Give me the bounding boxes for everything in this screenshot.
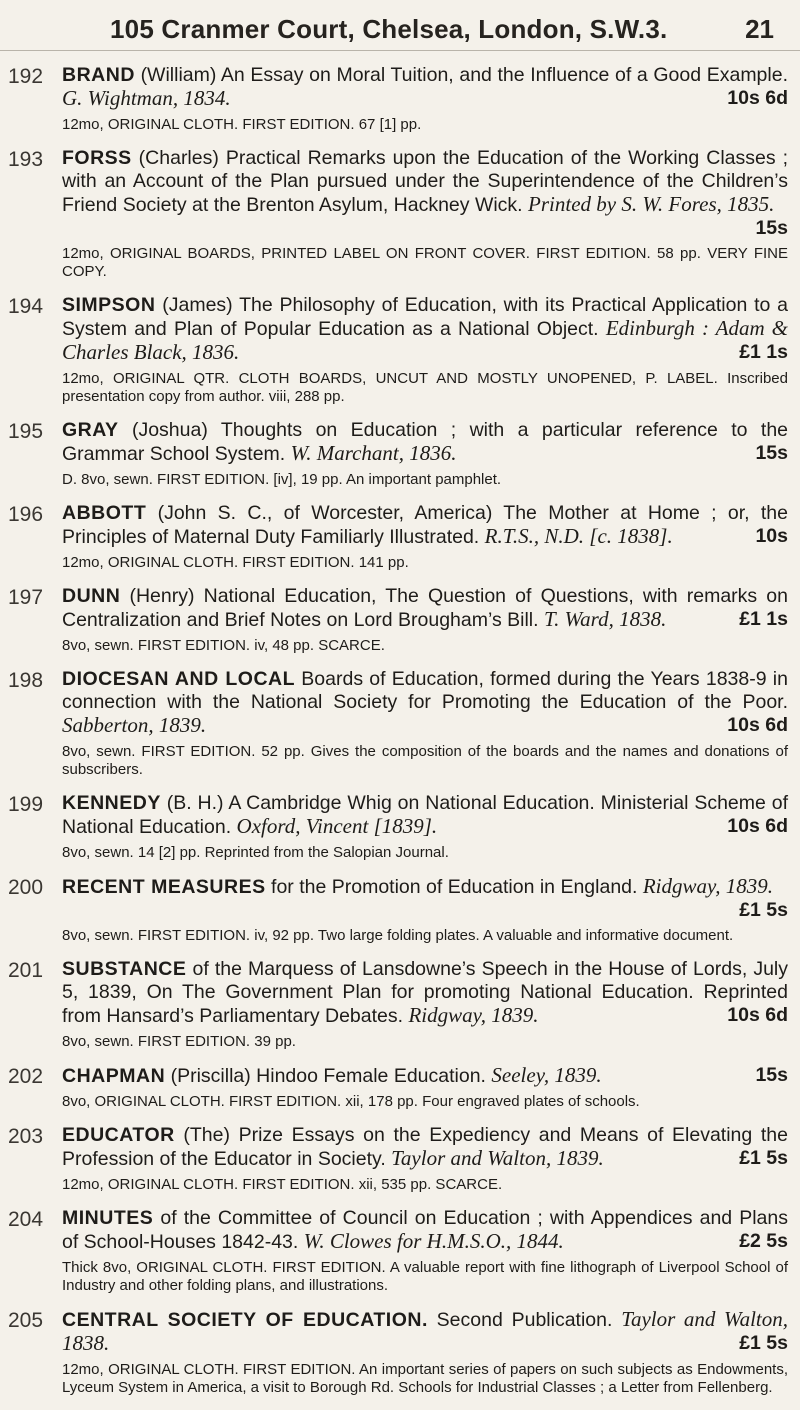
entry-author: CENTRAL SOCIETY OF EDUCATION. xyxy=(62,1309,428,1331)
catalogue-entry xyxy=(0,792,800,862)
entry-title-line xyxy=(62,64,788,111)
entry-title-line xyxy=(62,1207,788,1254)
entry-number: 205 xyxy=(8,1309,44,1332)
entry-title-line xyxy=(62,1064,788,1088)
entry-number: 193 xyxy=(8,148,44,171)
entry-description: 12mo, ORIGINAL CLOTH. FIRST EDITION. 67 [1] pp. xyxy=(62,116,422,133)
entry-publisher: T. Ward, 1838. xyxy=(543,607,667,631)
entry-author: DUNN xyxy=(62,585,121,607)
entry-price: £1 5s xyxy=(739,1147,788,1169)
entry-description: 8vo, sewn. 14 [2] pp. Reprinted from the Salopian Journal. xyxy=(62,844,449,861)
entry-publisher: Ridgway, 1839. xyxy=(642,874,773,898)
entry-title-line xyxy=(62,502,788,549)
catalogue-entry xyxy=(0,585,800,655)
entry-description: 8vo, sewn. FIRST EDITION. iv, 48 pp. SCARCE. xyxy=(62,637,385,654)
entry-number: 194 xyxy=(8,295,44,318)
entry-title-line xyxy=(62,1124,788,1171)
entry-price: 10s 6d xyxy=(727,1004,788,1026)
catalogue-entry xyxy=(0,502,800,572)
entry-publisher: W. Clowes for H.M.S.O., 1844. xyxy=(303,1229,564,1253)
entry-price: £1 1s xyxy=(739,341,788,363)
entry-description: 12mo, ORIGINAL BOARDS, PRINTED LABEL ON FRONT COVER. FIRST EDITION. 58 pp. VERY FINE COPY. xyxy=(62,245,788,280)
entry-publisher: Taylor and Walton, 1838. xyxy=(62,1307,788,1355)
entry-number: 200 xyxy=(8,876,44,899)
entry-number: 198 xyxy=(8,669,44,692)
catalogue-entry xyxy=(0,1064,800,1111)
catalogue-entry xyxy=(0,1207,800,1295)
entry-body xyxy=(62,1308,788,1397)
entry-body xyxy=(62,875,788,945)
entry-title-line xyxy=(62,585,788,632)
entry-author: FORSS xyxy=(62,147,132,169)
entry-title-line xyxy=(62,668,788,738)
catalogue-entry xyxy=(0,64,800,134)
catalogue-entry xyxy=(0,419,800,489)
entry-title: (John S. C., of Worcester, America) The Mother at Home ; or, the Principles of Maternal Duty Familiarly Illustrated. xyxy=(62,502,788,548)
entry-price: 15s xyxy=(755,442,788,464)
entry-number: 201 xyxy=(8,959,44,982)
entry-author: BRAND xyxy=(62,64,135,86)
entry-body xyxy=(62,64,788,134)
entry-title: (The) Prize Essays on the Expediency and Means of Elevating the Profession of the Educator in Society. xyxy=(62,1124,788,1170)
entry-publisher: Seeley, 1839. xyxy=(491,1063,602,1087)
entry-title: Second Publication. xyxy=(436,1309,613,1331)
entry-publisher: Sabberton, 1839. xyxy=(62,713,207,737)
entry-title: (Joshua) Thoughts on Education ; with a particular reference to the Grammar School System. xyxy=(62,419,789,465)
entry-number: 202 xyxy=(8,1065,44,1088)
entry-body xyxy=(62,668,788,779)
entry-publisher: Edinburgh : Adam & Charles Black, 1836. xyxy=(62,316,789,364)
catalogue-entry xyxy=(0,668,800,779)
entry-title-line xyxy=(62,1308,788,1356)
entry-description: Thick 8vo, ORIGINAL CLOTH. FIRST EDITION. A valuable report with fine lithograph of Liverpool School of Industry and other folding plans, and illustrations. xyxy=(62,1259,788,1294)
catalogue-entry xyxy=(0,1124,800,1194)
page-header xyxy=(0,0,800,58)
entry-price: 10s xyxy=(755,525,788,547)
entry-title: (Charles) Practical Remarks upon the Education of the Working Classes ; with an Account of the Plan pursued under the Superintendence of the Children’s Friend Society at the Brenton Asylum, Hackney Wick. xyxy=(62,147,788,216)
entry-publisher: Ridgway, 1839. xyxy=(408,1003,539,1027)
entry-author: EDUCATOR xyxy=(62,1124,175,1146)
header-divider xyxy=(0,50,800,51)
entry-title-line xyxy=(62,147,788,240)
entry-title: Boards of Education, formed during the Years 1838-9 in connection with the National Society for Promoting the Education of the Poor. xyxy=(62,668,788,713)
entry-number: 192 xyxy=(8,65,44,88)
entry-body xyxy=(62,958,788,1051)
entry-description: 12mo, ORIGINAL CLOTH. FIRST EDITION. 141 pp. xyxy=(62,554,409,571)
entry-price: 10s 6d xyxy=(727,87,788,109)
page-number: 21 xyxy=(745,14,774,44)
entry-author: CHAPMAN xyxy=(62,1065,166,1087)
entry-body xyxy=(62,419,788,489)
entry-price: £1 5s xyxy=(739,1332,788,1354)
entry-description: 8vo, sewn. FIRST EDITION. 39 pp. xyxy=(62,1033,296,1050)
entry-publisher: G. Wightman, 1834. xyxy=(62,86,231,110)
entry-author: KENNEDY xyxy=(62,792,161,814)
entry-body xyxy=(62,502,788,572)
entry-title: of the Marquess of Lansdowne’s Speech in the House of Lords, July 5, 1839, On The Government Plan for promoting National Education. Reprinted from Hansard’s Parliamentary Debates. xyxy=(62,958,788,1027)
entry-title-line xyxy=(62,792,788,839)
entry-title: (B. H.) A Cambridge Whig on National Education. Ministerial Scheme of National Education. xyxy=(62,792,788,838)
entry-number: 195 xyxy=(8,420,44,443)
catalogue-entry xyxy=(0,875,800,945)
entry-body xyxy=(62,147,788,281)
entry-number: 204 xyxy=(8,1208,44,1231)
entry-title: (James) The Philosophy of Education, with its Practical Application to a System and Plan of Popular Education as a National Object. xyxy=(62,294,788,340)
entry-body xyxy=(62,585,788,655)
entry-price: £1 5s xyxy=(739,899,788,921)
entry-author: ABBOTT xyxy=(62,502,147,524)
entry-publisher: Oxford, Vincent [1839]. xyxy=(236,814,438,838)
entry-price: 15s xyxy=(755,217,788,239)
entry-author: MINUTES xyxy=(62,1207,154,1229)
entry-description: 12mo, ORIGINAL QTR. CLOTH BOARDS, UNCUT AND MOSTLY UNOPENED, P. LABEL. Inscribed presentation copy from author. viii, 288 pp. xyxy=(62,370,788,405)
entry-description: 8vo, sewn. FIRST EDITION. iv, 92 pp. Two large folding plates. A valuable and informative document. xyxy=(62,927,734,944)
entry-description: 8vo, sewn. FIRST EDITION. 52 pp. Gives the composition of the boards and the names and donations of subscribers. xyxy=(62,743,788,778)
catalogue-entry xyxy=(0,147,800,281)
entry-description: 8vo, ORIGINAL CLOTH. FIRST EDITION. xii, 178 pp. Four engraved plates of schools. xyxy=(62,1093,640,1110)
entry-publisher: Taylor and Walton, 1839. xyxy=(391,1146,604,1170)
entry-price: 10s 6d xyxy=(727,714,788,736)
entry-author: SIMPSON xyxy=(62,294,156,316)
entry-author: SUBSTANCE xyxy=(62,958,187,980)
entry-body xyxy=(62,1207,788,1295)
entry-author: RECENT MEASURES xyxy=(62,876,266,898)
entry-publisher: Printed by S. W. Fores, 1835. xyxy=(528,192,775,216)
entry-price: £2 5s xyxy=(739,1230,788,1252)
entry-title: of the Committee of Council on Education ; with Appendices and Plans of School-Houses 1842-43. xyxy=(62,1207,789,1253)
entry-price: 15s xyxy=(755,1064,788,1086)
entry-title-line xyxy=(62,958,788,1028)
catalogue-entry xyxy=(0,294,800,406)
catalogue-entries xyxy=(0,64,800,1410)
entry-body xyxy=(62,1064,788,1111)
entry-title-line xyxy=(62,875,788,922)
entry-description: 12mo, ORIGINAL CLOTH. FIRST EDITION. xii, 535 pp. SCARCE. xyxy=(62,1176,503,1193)
entry-price: £1 1s xyxy=(739,608,788,630)
entry-description: D. 8vo, sewn. FIRST EDITION. [iv], 19 pp. An important pamphlet. xyxy=(62,471,502,488)
entry-number: 196 xyxy=(8,503,44,526)
entry-body xyxy=(62,792,788,862)
catalogue-entry xyxy=(0,958,800,1051)
entry-title: (William) An Essay on Moral Tuition, and the Influence of a Good Example. xyxy=(140,64,789,86)
entry-title: (Henry) National Education, The Question of Questions, with remarks on Centralization and Brief Notes on Lord Brougham’s Bill. xyxy=(62,585,788,631)
entry-body xyxy=(62,1124,788,1194)
page-title: 105 Cranmer Court, Chelsea, London, S.W.3. xyxy=(110,14,668,44)
entry-author: DIOCESAN AND LOCAL xyxy=(62,668,296,690)
entry-title: (Priscilla) Hindoo Female Education. xyxy=(170,1065,486,1087)
entry-number: 199 xyxy=(8,793,44,816)
entry-number: 197 xyxy=(8,586,44,609)
entry-body xyxy=(62,294,788,406)
entry-title: for the Promotion of Education in England. xyxy=(271,876,638,898)
catalogue-entry xyxy=(0,1308,800,1397)
entry-description: 12mo, ORIGINAL CLOTH. FIRST EDITION. An important series of papers on such subjects as Endowments, Lyceum System in America, a visit to Borough Rd. Schools for Industrial Classes ; a Letter from Fellenberg. xyxy=(62,1361,788,1396)
entry-publisher: W. Marchant, 1836. xyxy=(290,441,457,465)
entry-title-line xyxy=(62,419,788,466)
entry-title-line xyxy=(62,294,788,365)
entry-author: GRAY xyxy=(62,419,119,441)
entry-publisher: R.T.S., N.D. [c. 1838]. xyxy=(484,524,673,548)
entry-price: 10s 6d xyxy=(727,815,788,837)
entry-number: 203 xyxy=(8,1125,44,1148)
